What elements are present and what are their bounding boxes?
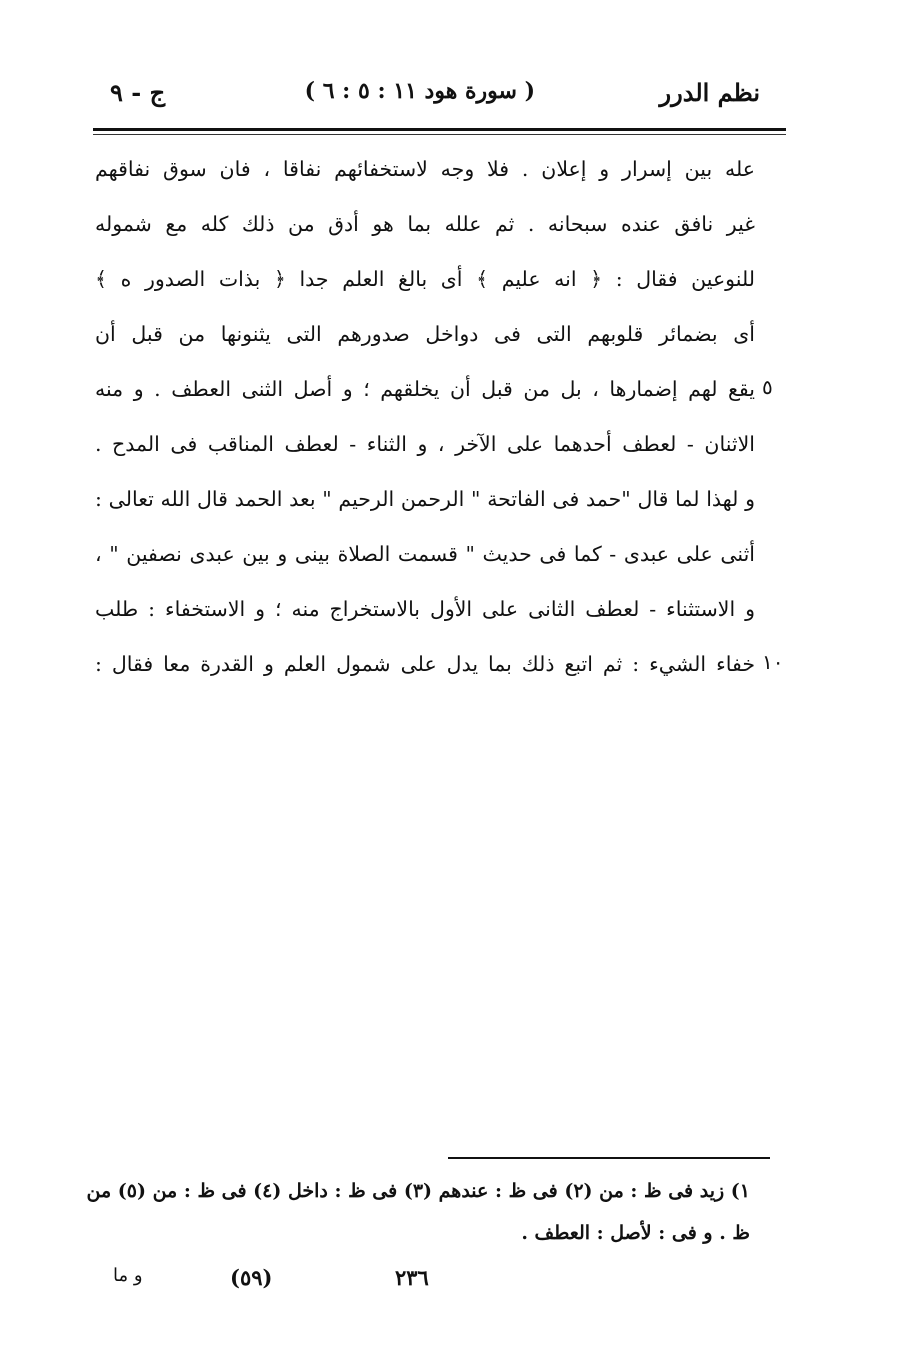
text-line: غير نافق عنده سبحانه . ثم علله بما هو أدق من ذلك كله مع شموله [95,212,755,236]
footnote-line: ١) زيد فى ظ : من (٢) فى ظ : عندهم (٣) فى ظ : داخل (٤) فى ظ : من (٥) من [86,1180,750,1202]
line-marker-5: ٥ [762,375,773,399]
footnote-line: ظ . و فى : لأصل : العطف . [521,1222,750,1244]
header-rule-thin [93,134,786,135]
page-number: ٢٣٦ [395,1265,429,1290]
line-marker-10: ١٠ [762,650,784,674]
text-line: و لهذا لما قال "حمد فى الفاتحة " الرحمن الرحيم " بعد الحمد قال الله تعالى : [95,487,755,511]
text-line: أى بضمائر قلوبهم التى فى دواخل صدورهم التى يثنونها من قبل أن [95,322,755,346]
main-text [95,142,755,692]
text-line: يقع لهم إضمارها ، بل من قبل أن يخلقهم ؛ و أصل الثنى العطف . و منه [95,377,755,401]
catchword: و ما [113,1265,143,1286]
volume-number: ج - ٩ [110,78,166,107]
header-rule [93,128,786,131]
text-line: عله بين إسرار و إعلان . فلا وجه لاستخفائهم نفاقا ، فان سوق نفاقهم [95,157,755,181]
surah-reference: ( سورة هود ١١ : ٥ : ٦ ) [304,78,535,104]
text-line: و الاستثناء - لعطف الثانى على الأول بالاستخراج منه ؛ و الاستخفاء : طلب [95,597,755,621]
footnotes [86,1170,750,1254]
text-line: للنوعين فقال : ﴿ انه عليم ﴾ أى بالغ العلم جدا ﴿ بذات الصدور ه ﴾ [95,267,755,291]
text-line: الاثنان - لعطف أحدهما على الآخر ، و الثناء - لعطف المناقب فى المدح . [95,432,755,456]
running-header [95,72,760,120]
signature-mark: (٥٩) [230,1265,273,1290]
book-title: نظم الدرر [659,78,760,107]
text-line: خفاء الشيء : ثم اتبع ذلك بما يدل على شمول العلم و القدرة معا فقال : [95,652,755,676]
page-footer [95,1265,760,1305]
footnote-rule [448,1157,770,1159]
text-line: أثنى على عبدى - كما فى حديث " قسمت الصلاة بينى و بين عبدى نصفين " ، [95,542,755,566]
